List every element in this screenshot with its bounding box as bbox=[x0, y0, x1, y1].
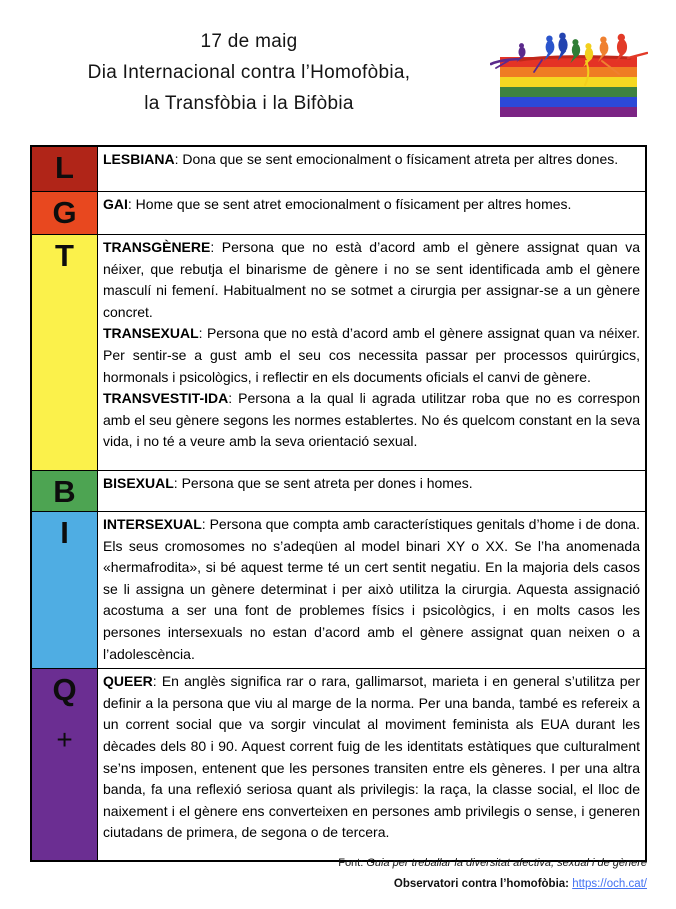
pride-flag-birds-logo bbox=[490, 16, 648, 122]
definition-text: : Dona que se sent emocionalment o físicament atreta per altres dones. bbox=[174, 151, 619, 167]
term-transgenere: TRANSGÈNERE bbox=[103, 239, 211, 255]
title-line-1: 17 de maig bbox=[200, 31, 298, 52]
definition-cell bbox=[98, 512, 645, 668]
letter-i: I bbox=[60, 515, 69, 550]
definition-text: : Persona que se sent atreta per dones i homes. bbox=[173, 475, 473, 491]
table-row-gai bbox=[32, 191, 645, 234]
page-title bbox=[18, 26, 480, 119]
table-row-lesbiana bbox=[32, 147, 645, 191]
definition-cell bbox=[98, 471, 645, 511]
glossary-table bbox=[30, 145, 647, 862]
letter-cell-i bbox=[32, 512, 98, 668]
org-line bbox=[30, 878, 647, 890]
definition-cell bbox=[98, 235, 645, 470]
letter-cell-l bbox=[32, 147, 98, 191]
title-line-2: Dia Internacional contra l’Homofòbia, bbox=[87, 62, 411, 83]
letter-t: T bbox=[55, 238, 74, 273]
source-title: Guia per treballar la diversitat afectiva, sexual i de gènere bbox=[366, 857, 647, 869]
definition-text: : Persona que no està d’acord amb el gènere assignat quan va néixer. Per sentir-se a gust amb el seu cos necessita passar per processos quirúrgics, hormonals i psicològics, i reflectir en els documents oficials el canvi de gènere. bbox=[103, 325, 640, 385]
letter-cell-t bbox=[32, 235, 98, 470]
term-transexual: TRANSEXUAL bbox=[103, 325, 199, 342]
letter-q: Q bbox=[52, 672, 77, 708]
definition-text: : Persona que no està d’acord amb el gènere assignat quan va néixer, que rebutja el binarisme de gènere i no se sent identificada amb el gènere masculí ni femení. Habitualment no se sotmet a cirurgia per assignar-se a un gènere concret. bbox=[103, 239, 640, 320]
term-intersexual: INTERSEXUAL bbox=[103, 516, 202, 532]
source-label: Font: bbox=[338, 857, 367, 869]
definition-text: : En anglès significa rar o rara, gallimarsot, marieta i en general s’utilitza per definir a la persona que viu al marge de la norma. Per una banda, també es refereix a un corrent social que va sorgir vinculat al moviment feminista als EUA durant les dècades dels 80 i 90. Aquest corrent fuig de les identitats estàtiques que culturalment se’ns imposen, entenent que les persones transiten entre els gèneres. I per una altra banda, fa una reflexió seriosa quant als privilegis: la raça, la classe social, el lloc de naixement i el gènere ens converteixen en persones amb privilegis o sense, i generen ciutadans de primera, de segona o de tercera. bbox=[103, 673, 640, 841]
org-label: Observatori contra l’homofòbia: bbox=[393, 878, 573, 890]
footer bbox=[30, 857, 647, 890]
term-queer: QUEER bbox=[103, 673, 153, 690]
table-row-intersexual bbox=[32, 511, 645, 668]
definition-cell bbox=[98, 669, 645, 860]
flag-stripes bbox=[500, 57, 637, 117]
term-bisexual: BISEXUAL bbox=[103, 475, 174, 491]
letter-cell-g bbox=[32, 192, 98, 234]
definition-text: : Persona a la qual li agrada utilitzar roba que no es correspon amb el seu gènere segons les normes establertes. No és quelcom constant en la seva vida, i no té a veure amb la seva orientació sexual. bbox=[103, 390, 640, 450]
letter-cell-q bbox=[32, 669, 98, 860]
och-link[interactable]: https://och.cat/ bbox=[572, 878, 647, 890]
table-row-bisexual bbox=[32, 470, 645, 511]
table-row-queer bbox=[32, 668, 645, 860]
title-line-3: la Transfòbia i la Bifòbia bbox=[144, 93, 354, 114]
term-transvestit: TRANSVESTIT-IDA bbox=[103, 390, 229, 407]
letter-l: L bbox=[55, 150, 74, 185]
table-row-trans bbox=[32, 234, 645, 470]
definition-text: : Persona que compta amb característiques genitals d’home i de dona. Els seus cromosomes no s’adeqüen al model binari XY o XX. Se l’ha anomenada «hermafrodita», si bé aquest terme té un cert sentit negatiu. En la majoria dels casos se li assigna un gènere determinat i per això utilitza la cirurgia. Aquesta assignació acostuma a ser una font de problemes físics i psicològics, i en molts casos les persones intersexuals no estan d’acord amb el gènere assignat quan neixen o a l’adolescència. bbox=[103, 516, 640, 662]
letter-plus: + bbox=[56, 724, 73, 756]
term-gai: GAI bbox=[103, 196, 128, 212]
letter-b: B bbox=[53, 474, 76, 509]
definition-text: : Home que se sent atret emocionalment o físicament per altres homes. bbox=[127, 196, 572, 212]
definition-cell bbox=[98, 192, 645, 234]
source-line bbox=[30, 857, 647, 869]
letter-cell-b bbox=[32, 471, 98, 511]
definition-cell bbox=[98, 147, 645, 191]
term-lesbiana: LESBIANA bbox=[103, 151, 175, 167]
letter-g: G bbox=[52, 195, 77, 230]
